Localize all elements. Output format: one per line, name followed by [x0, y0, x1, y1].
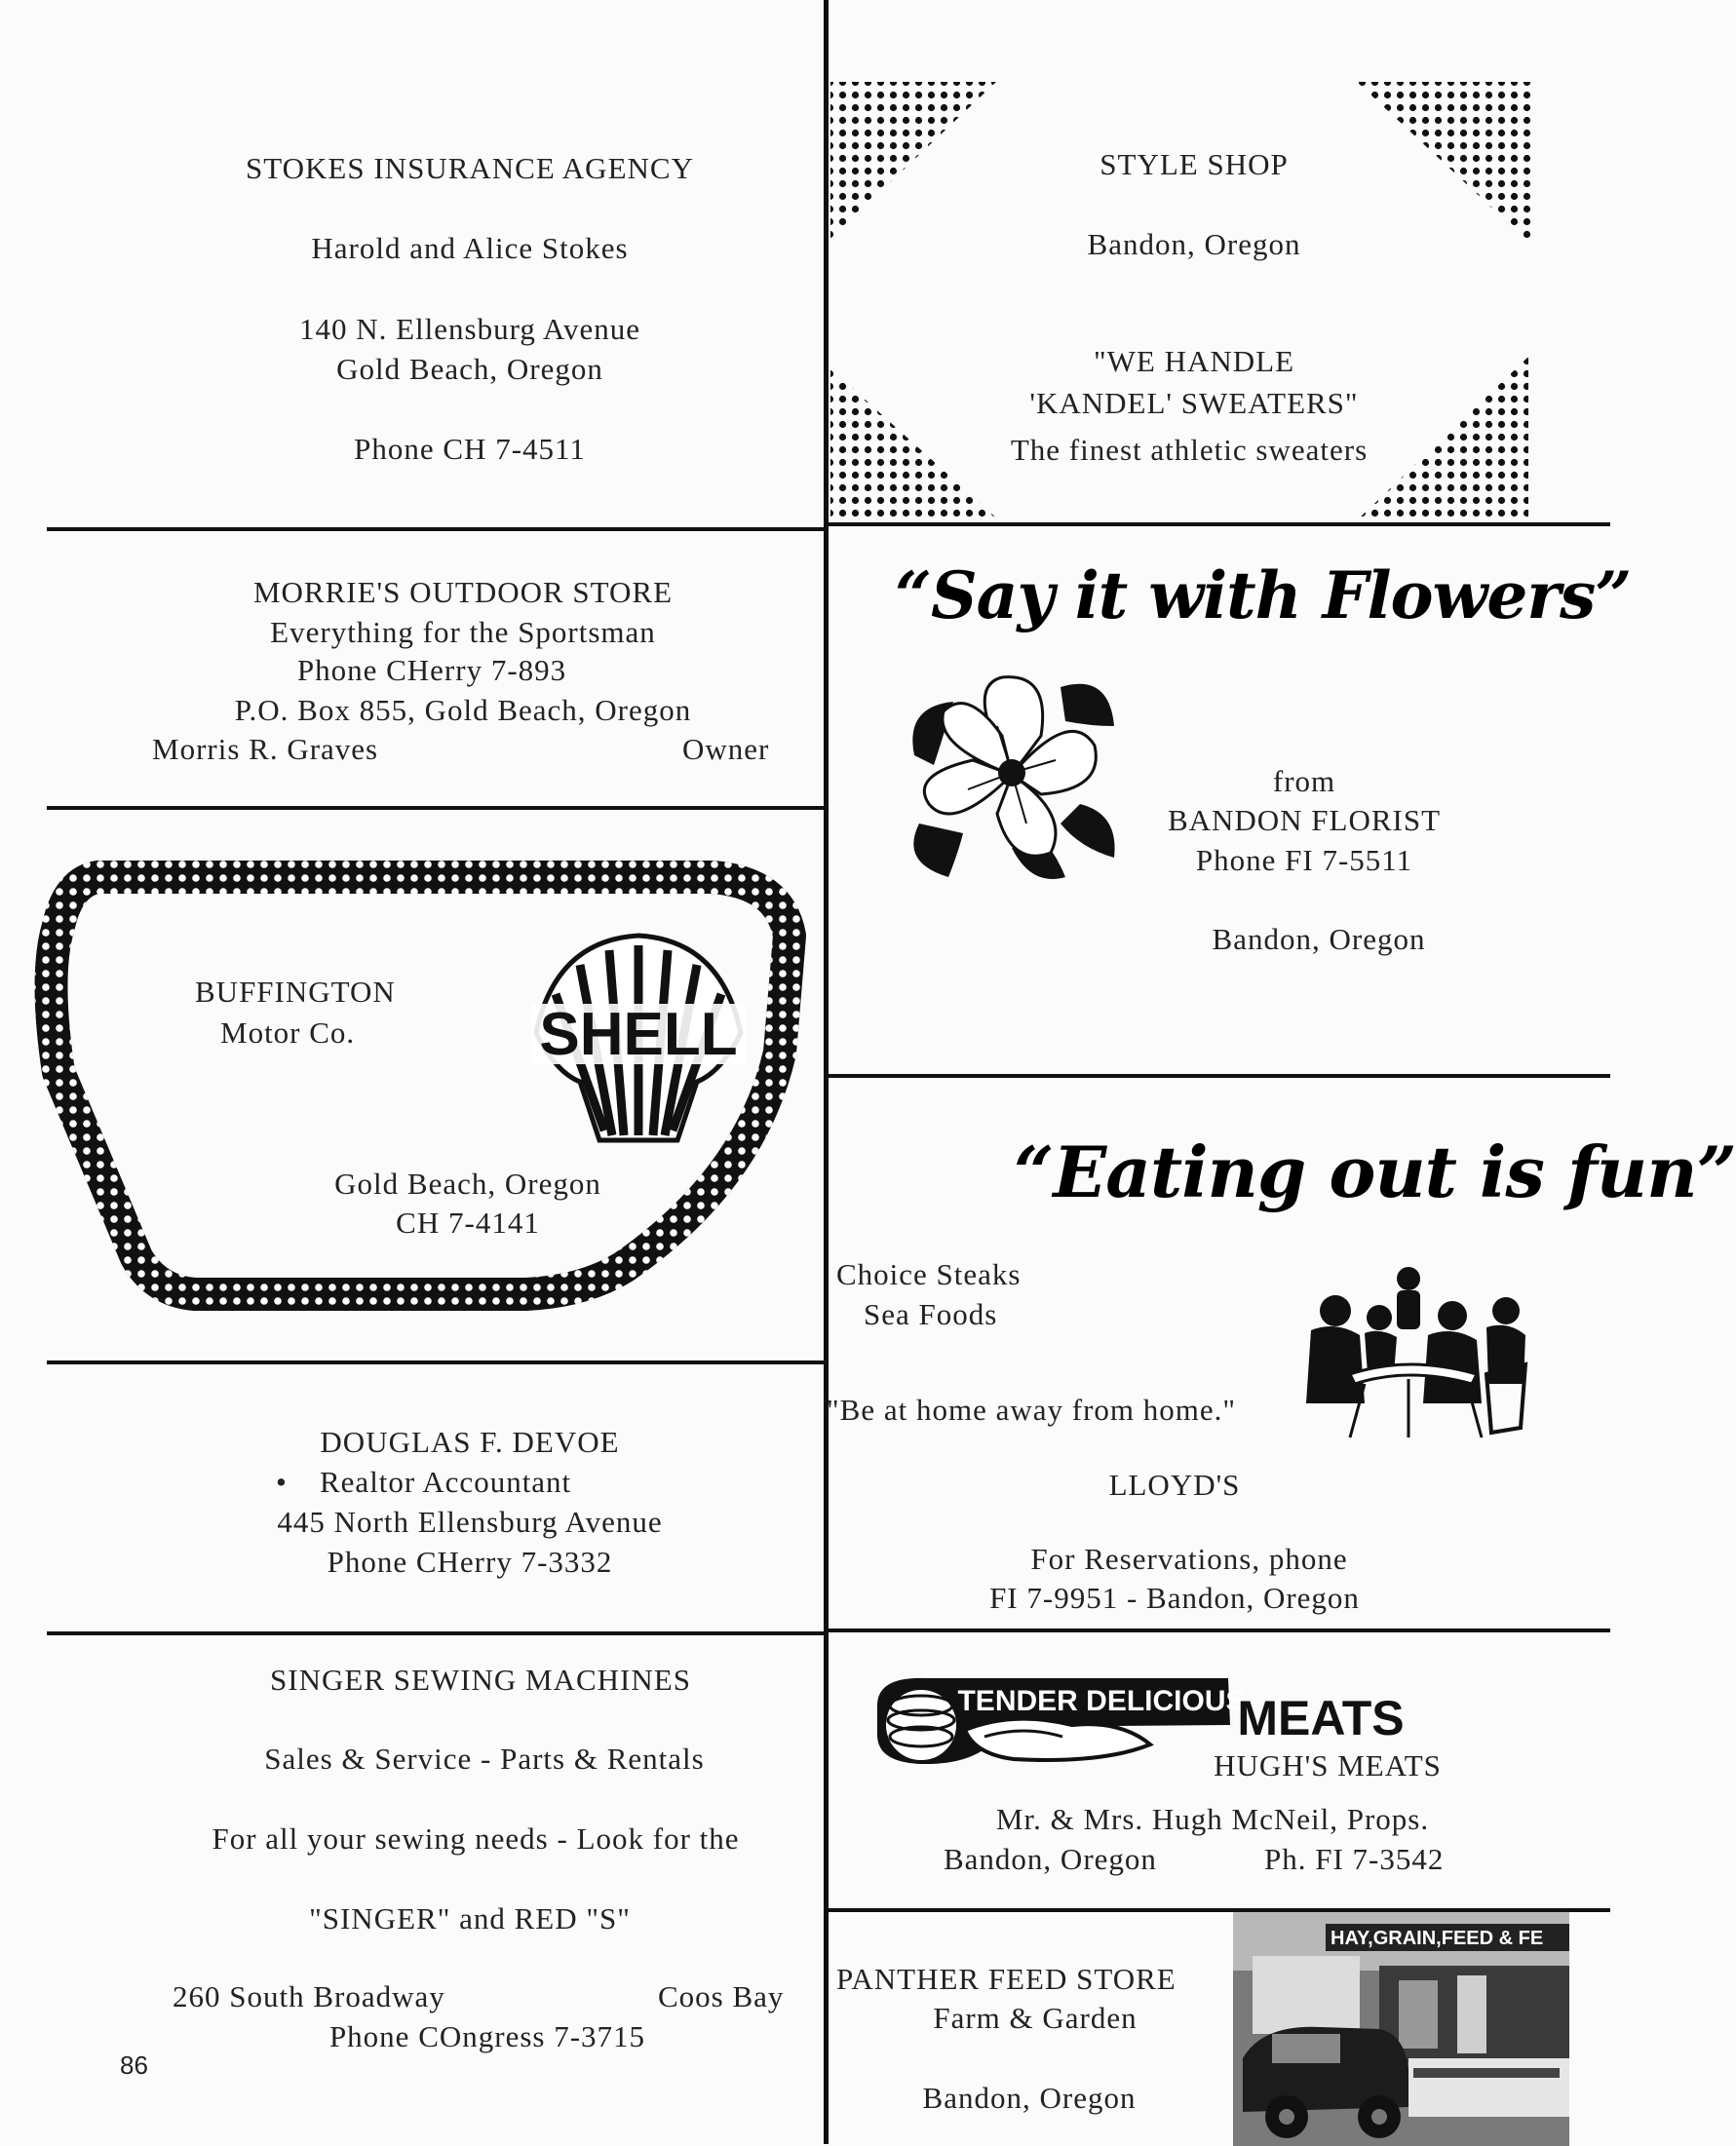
stokes-address-1: 140 N. Ellensburg Avenue	[298, 312, 641, 346]
lloyds-line-2: Sea Foods	[864, 1297, 998, 1331]
feed-store-sign-text: HAY,GRAIN,FEED & FE	[1331, 1928, 1544, 1949]
buffington-name: BUFFINGTON	[195, 975, 396, 1009]
stokes-owners: Harold and Alice Stokes	[311, 231, 629, 265]
divider-left-2	[47, 806, 824, 810]
panther-location: Bandon, Oregon	[922, 2081, 1137, 2115]
magnolia-flower-icon	[895, 668, 1129, 882]
diners-illustration-icon	[1282, 1257, 1535, 1442]
style-shop-line-3: The finest athletic sweaters	[1010, 433, 1369, 467]
meats-banner-text-2: MEATS	[1237, 1691, 1405, 1745]
hughs-name: HUGH'S MEATS	[1214, 1748, 1442, 1782]
polka-dot-corners	[0, 0, 1657, 526]
hughs-location: Bandon, Oregon	[944, 1842, 1157, 1876]
divider-left-3	[47, 1360, 824, 1364]
hughs-props: Mr. & Mrs. Hugh McNeil, Props.	[995, 1802, 1430, 1836]
divider-left-4	[47, 1631, 824, 1635]
florist-from: from	[1272, 764, 1336, 798]
lloyds-slogan: “Eating out is fun”	[1014, 1130, 1736, 1213]
florist-slogan: “Say it with Flowers”	[895, 557, 1632, 633]
devoe-bullet: •	[276, 1465, 288, 1499]
stokes-address-2: Gold Beach, Oregon	[336, 352, 603, 386]
lloyds-motto: "Be at home away from home."	[827, 1393, 1237, 1427]
page-number: 86	[120, 2050, 148, 2080]
devoe-phone: Phone CHerry 7-3332	[327, 1545, 613, 1579]
panther-name: PANTHER FEED STORE	[836, 1962, 1177, 1996]
style-shop-line-1: "WE HANDLE	[1093, 344, 1295, 378]
singer-line-2: "SINGER" and RED "S"	[309, 1901, 631, 1935]
singer-city: Coos Bay	[658, 1979, 785, 2013]
devoe-name: DOUGLAS F. DEVOE	[320, 1425, 620, 1459]
shell-logo-icon	[526, 926, 751, 1150]
style-shop-name: STYLE SHOP	[1099, 147, 1289, 181]
divider-left-1	[47, 527, 824, 531]
shell-logo-text: SHELL	[539, 1001, 738, 1068]
morries-address: P.O. Box 855, Gold Beach, Oregon	[234, 693, 692, 727]
florist-name: BANDON FLORIST	[1167, 803, 1442, 837]
morries-tagline: Everything for the Sportsman	[270, 615, 656, 649]
florist-phone: Phone FI 7-5511	[1195, 843, 1413, 877]
morries-phone: Phone CHerry 7-893	[296, 653, 567, 687]
singer-name: SINGER SEWING MACHINES	[270, 1663, 691, 1697]
lloyds-reservations-1: For Reservations, phone	[1030, 1542, 1348, 1576]
singer-phone: Phone COngress 7-3715	[328, 2019, 646, 2053]
buffington-location: Gold Beach, Oregon	[334, 1167, 601, 1201]
divider-right-2	[829, 1074, 1610, 1078]
devoe-title: Realtor Accountant	[320, 1465, 572, 1499]
divider-right-3	[829, 1629, 1610, 1632]
hughs-phone: Ph. FI 7-3542	[1264, 1842, 1445, 1876]
lloyds-reservations-2: FI 7-9951 - Bandon, Oregon	[989, 1581, 1360, 1615]
morries-owner-name: Morris R. Graves	[152, 732, 379, 766]
morries-owner-title: Owner	[682, 732, 770, 766]
florist-location: Bandon, Oregon	[1212, 922, 1426, 956]
singer-line-1: For all your sewing needs - Look for the	[212, 1821, 740, 1856]
singer-address: 260 South Broadway	[173, 1979, 445, 2013]
singer-services: Sales & Service - Parts & Rentals	[264, 1742, 705, 1776]
morries-name: MORRIE'S OUTDOOR STORE	[252, 575, 674, 609]
stokes-phone: Phone CH 7-4511	[354, 432, 586, 466]
lloyds-name: LLOYD'S	[1108, 1468, 1241, 1502]
buffington-name-2: Motor Co.	[220, 1016, 356, 1050]
lloyds-line-1: Choice Steaks	[836, 1257, 1022, 1291]
stokes-name: STOKES INSURANCE AGENCY	[246, 151, 694, 185]
feed-store-photo	[1233, 1912, 1569, 2146]
panther-tagline: Farm & Garden	[933, 2001, 1138, 2035]
buffington-phone: CH 7-4141	[396, 1206, 540, 1240]
style-shop-line-2: 'KANDEL' SWEATERS"	[1029, 386, 1359, 420]
devoe-address: 445 North Ellensburg Avenue	[277, 1505, 663, 1539]
style-shop-location: Bandon, Oregon	[1087, 227, 1301, 261]
meats-banner-text-1: TENDER DELICIOUS	[957, 1685, 1246, 1717]
